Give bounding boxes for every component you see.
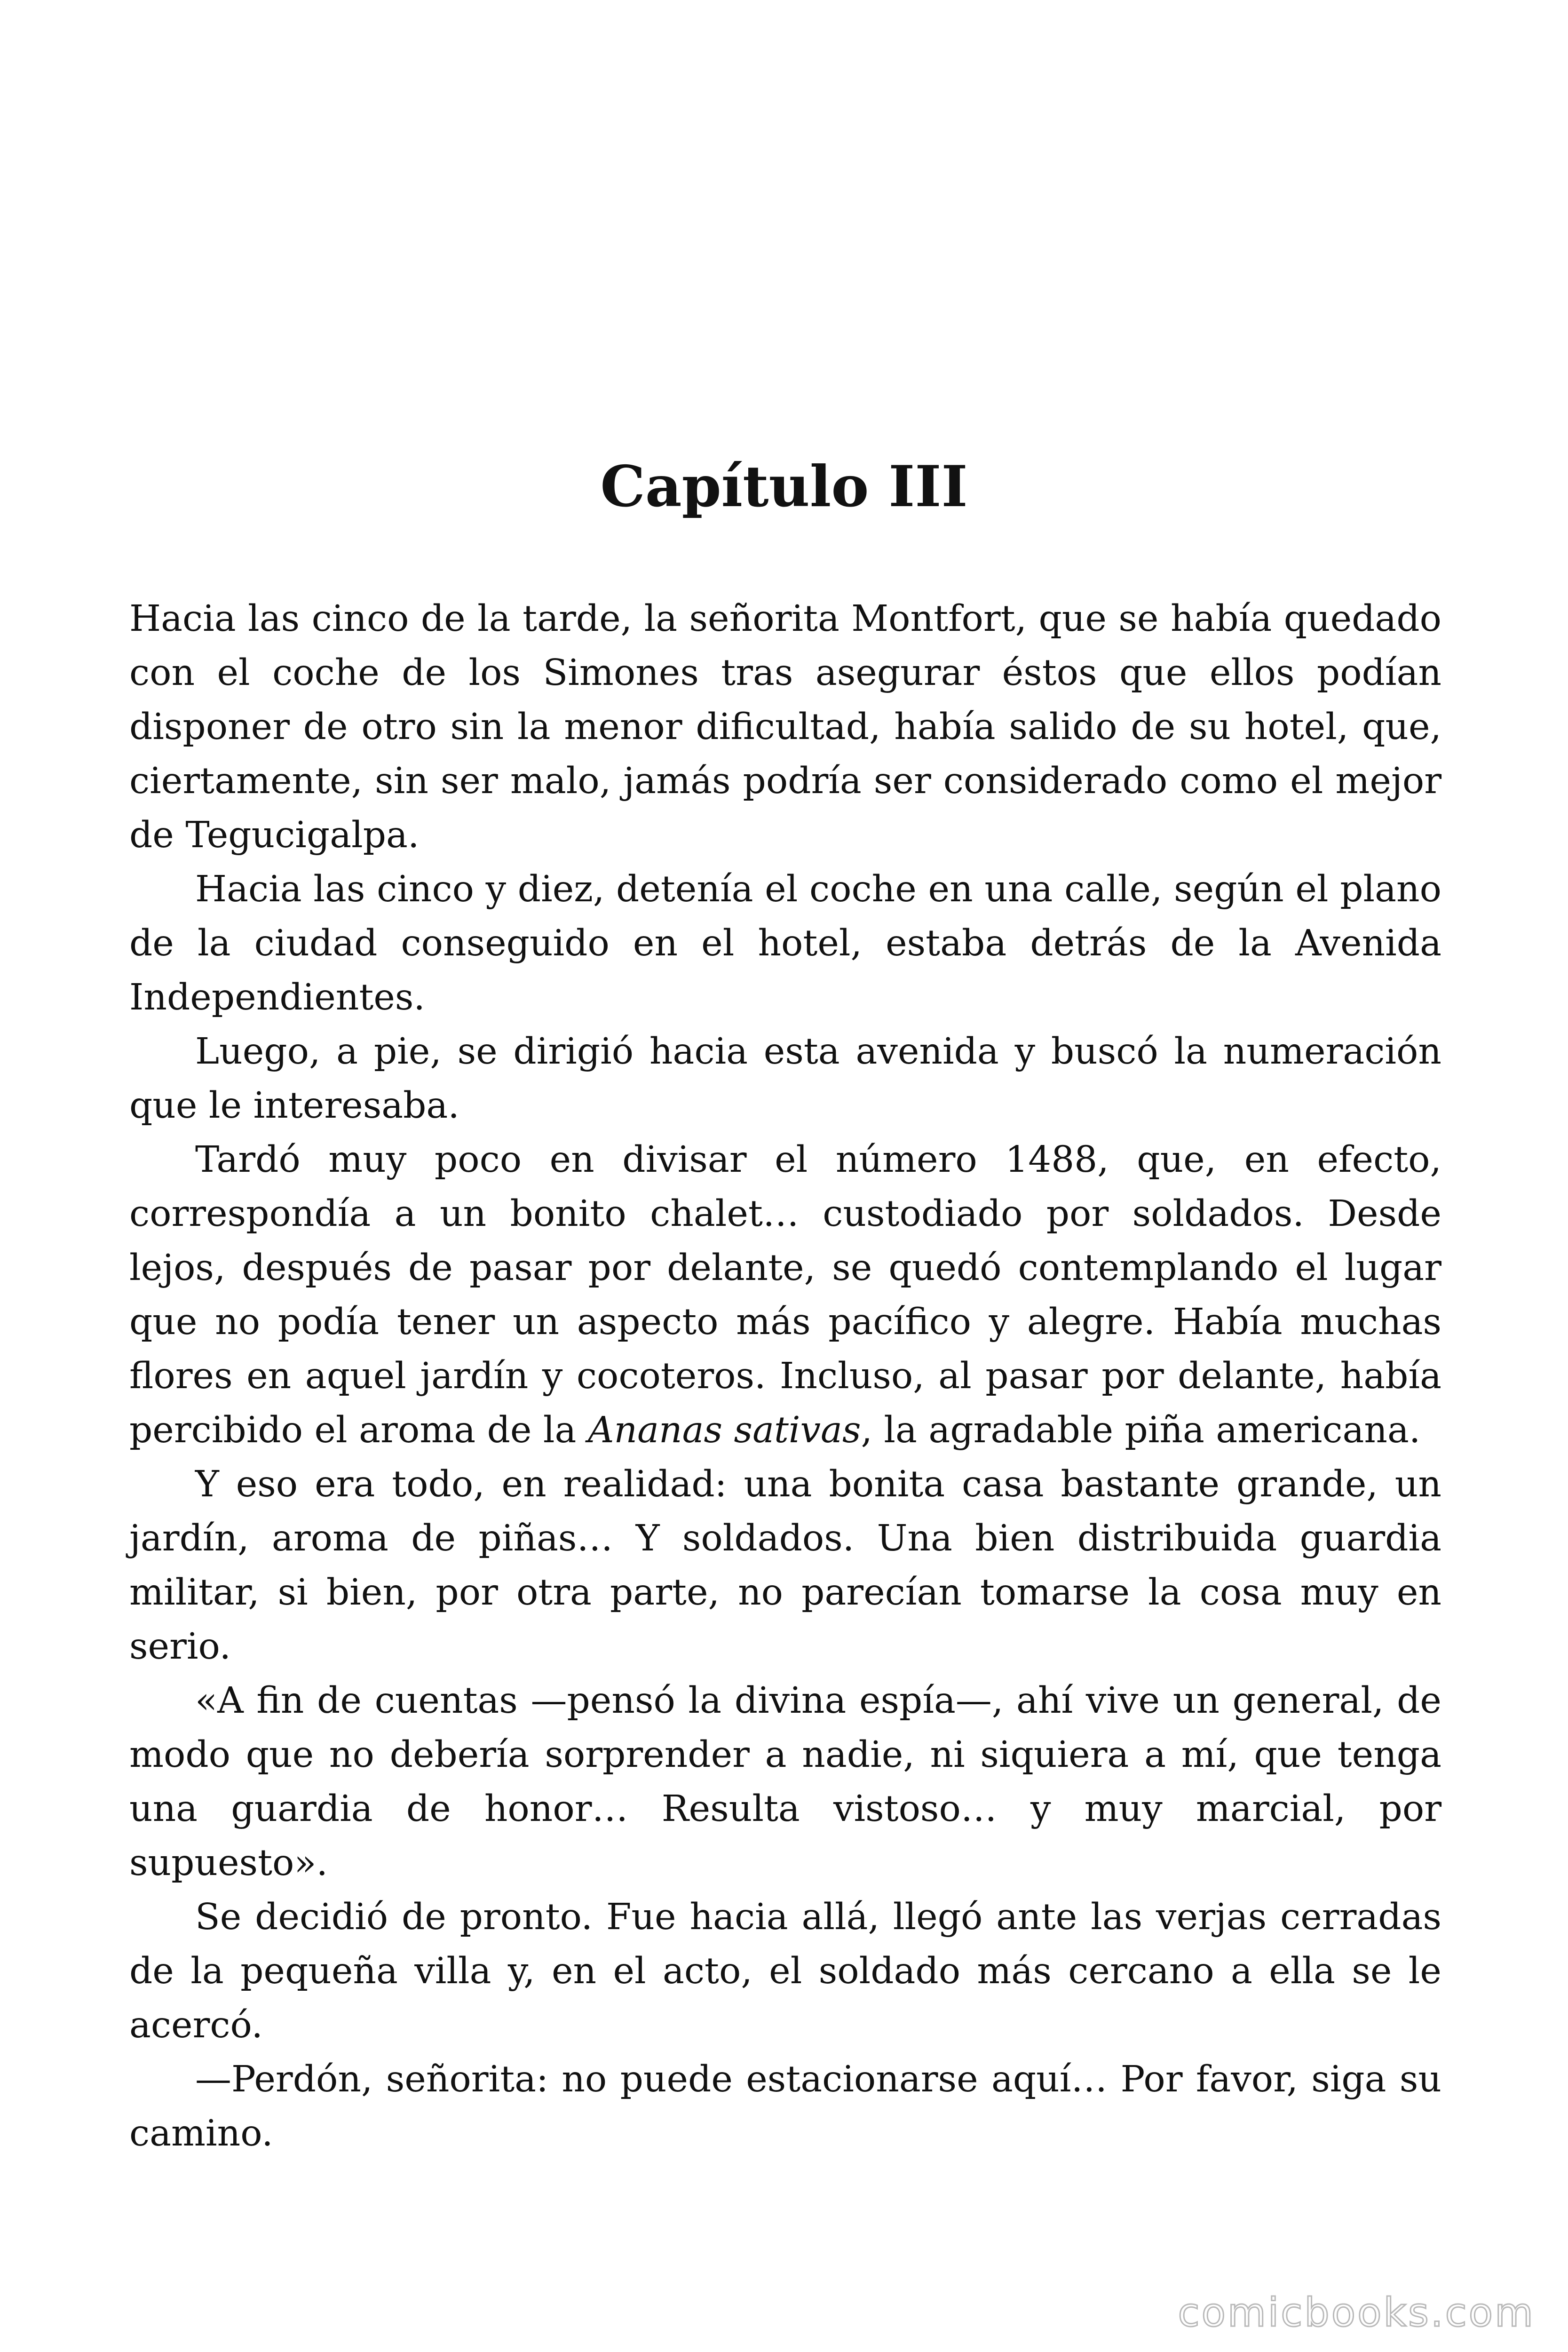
paragraph-text: Y eso era todo, en realidad: una bonita casa bastante grande, un jardín, aroma de piñas… Y soldados. Una bien distribuida guardia militar, si bien, por otra parte, no parecían tomarse la cosa muy en serio. — [129, 1463, 1441, 1668]
paragraph-text: Tardó muy poco en divisar el número 1488, que, en efecto, correspondía a un bonito chalet… custodiado por soldados. Desde lejos, después de pasar por delante, se quedó contemplando el lugar que no podía tener un aspecto más pacífico y alegre. Había muchas flores en aquel jardín y cocoteros. Incluso, al pasar por delante, había percibido el aroma de la — [129, 1139, 1441, 1451]
chapter-body — [129, 592, 1441, 2161]
paragraph-text: Luego, a pie, se dirigió hacia esta avenida y buscó la numeración que le interesaba. — [129, 1031, 1441, 1127]
paragraph-text: Se decidió de pronto. Fue hacia allá, llegó ante las verjas cerradas de la pequeña villa y, en el acto, el soldado más cercano a ella se le acercó. — [129, 1896, 1441, 2046]
paragraph — [129, 1133, 1441, 1457]
site-watermark: comicbooks.com — [1178, 2289, 1535, 2336]
paragraph-text: «A fin de cuentas —pensó la divina espía—, ahí vive un general, de modo que no debería sorprender a nadie, ni siquiera a mí, que tenga una guardia de honor… Resulta vistoso… y muy marcial, por supuesto». — [129, 1680, 1441, 1884]
paragraph — [129, 2052, 1441, 2161]
paragraph — [129, 1457, 1441, 1674]
chapter-title: Capítulo III — [600, 453, 968, 520]
paragraph — [129, 592, 1441, 862]
paragraph-text: , la agradable piña americana. — [861, 1409, 1421, 1451]
italic-species-name: Ananas sativas — [587, 1409, 861, 1451]
paragraph — [129, 1674, 1441, 1890]
paragraph-text: Hacia las cinco y diez, detenía el coche en una calle, según el plano de la ciudad conseguido en el hotel, estaba detrás de la Avenida Independientes. — [129, 868, 1441, 1018]
paragraph-text: —Perdón, señorita: no puede estacionarse aquí… Por favor, siga su camino. — [129, 2058, 1441, 2154]
paragraph-text: Hacia las cinco de la tarde, la señorita Montfort, que se había quedado con el coche de los Simones tras asegurar éstos que ellos podían disponer de otro sin la menor dificultad, había salido de su hotel, que, ciertamente, sin ser malo, jamás podría ser considerado como el mejor de Tegucigalpa. — [129, 598, 1441, 856]
paragraph — [129, 1890, 1441, 2052]
paragraph — [129, 1025, 1441, 1133]
paragraph — [129, 862, 1441, 1025]
